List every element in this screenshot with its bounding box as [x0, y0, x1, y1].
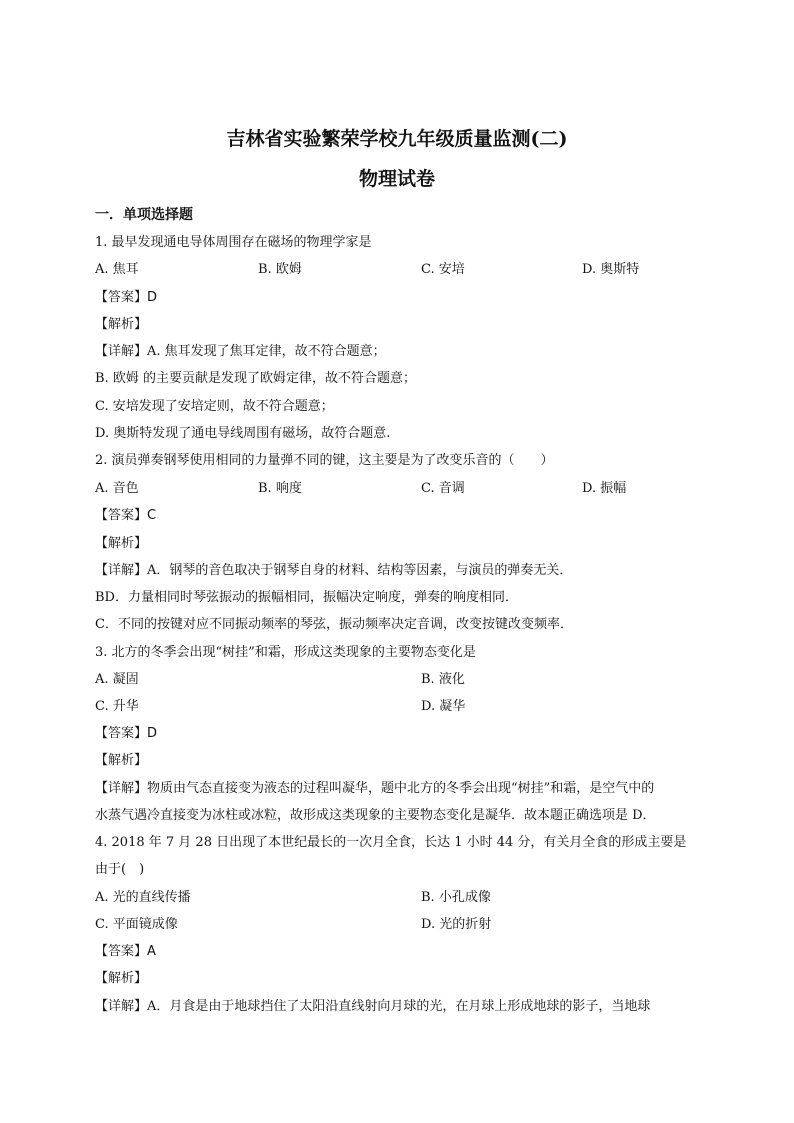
q1-stem: 1. 最早发现通电导体周围存在磁场的物理学家是	[95, 235, 372, 250]
section-heading: 一．单项选择题	[95, 207, 193, 223]
q3-detail-line: 【详解】物质由气态直接变为液态的过程叫凝华，题中北方的冬季会出现“树挂”和霜，是空气中的	[95, 781, 655, 796]
q3-stem: 3. 北方的冬季会出现“树挂”和霜，形成这类现象的主要物态变化是	[95, 645, 476, 660]
q1-answer: 【答案】D	[95, 290, 158, 305]
q2-option-b: B. 响度	[258, 481, 302, 496]
q4-answer: 【答案】A	[95, 944, 156, 959]
q1-detail-line: 【详解】A. 焦耳发现了焦耳定律，故不符合题意；	[95, 344, 386, 359]
q3-detail-line: 水蒸气遇冷直接变为冰柱或冰粒，故形成这类现象的主要物态变化是凝华．故本题正确选项是 D．	[95, 808, 656, 823]
q4-option-c: C. 平面镜成像	[95, 917, 178, 932]
q1-option-a: A. 焦耳	[95, 262, 139, 277]
q4-detail-line: 【详解】A．月食是由于地球挡住了太阳沿直线射向月球的光，在月球上形成地球的影子，当地球	[95, 999, 651, 1014]
q2-answer: 【答案】C	[95, 508, 157, 523]
q4-analysis-label: 【解析】	[95, 971, 148, 986]
q2-detail-line: 【详解】A．钢琴的音色取决于钢琴自身的材料、结构等因素，与演员的弹奏无关．	[95, 563, 573, 578]
exam-subtitle: 物理试卷	[358, 168, 435, 190]
q1-option-d: D. 奥斯特	[582, 262, 640, 277]
q4-stem-line: 4. 2018 年 7 月 28 日出现了本世纪最长的一次月全食，长达 1 小时 44 分，有关月全食的形成主要是	[95, 835, 687, 850]
q4-option-d: D. 光的折射	[421, 917, 492, 932]
q1-detail-line: C. 安培发现了安培定则，故不符合题意；	[95, 399, 334, 414]
exam-title: 吉林省实验繁荣学校九年级质量监测(二)	[226, 128, 568, 150]
q1-option-c: C. 安培	[421, 262, 465, 277]
q2-stem: 2. 演员弹奏钢琴使用相同的力量弹不同的键，这主要是为了改变乐音的（ ）	[95, 453, 554, 468]
q1-detail-line: D. 奥斯特发现了通电导线周围有磁场，故符合题意.	[95, 426, 391, 441]
q3-option-a: A. 凝固	[95, 672, 139, 687]
q3-option-d: D. 凝华	[421, 699, 466, 714]
q2-analysis-label: 【解析】	[95, 536, 148, 551]
q3-option-c: C. 升华	[95, 699, 139, 714]
q1-option-b: B. 欧姆	[258, 262, 302, 277]
q4-stem-line: 由于( )	[95, 862, 145, 877]
q2-option-d: D. 振幅	[582, 481, 627, 496]
q2-option-a: A. 音色	[95, 481, 139, 496]
q1-analysis-label: 【解析】	[95, 317, 148, 332]
q1-detail-line: B. 欧姆 的主要贡献是发现了欧姆定律，故不符合题意；	[95, 371, 416, 386]
q3-option-b: B. 液化	[421, 672, 465, 687]
q4-option-a: A. 光的直线传播	[95, 890, 191, 905]
q3-answer: 【答案】D	[95, 726, 158, 741]
q2-detail-line: BD．力量相同时琴弦振动的振幅相同，振幅决定响度，弹奏的响度相同．	[95, 590, 518, 605]
q2-option-c: C. 音调	[421, 481, 465, 496]
q3-analysis-label: 【解析】	[95, 753, 148, 768]
q4-option-b: B. 小孔成像	[421, 890, 491, 905]
q2-detail-line: C．不同的按键对应不同振动频率的琴弦，振动频率决定音调，改变按键改变频率．	[95, 617, 573, 632]
